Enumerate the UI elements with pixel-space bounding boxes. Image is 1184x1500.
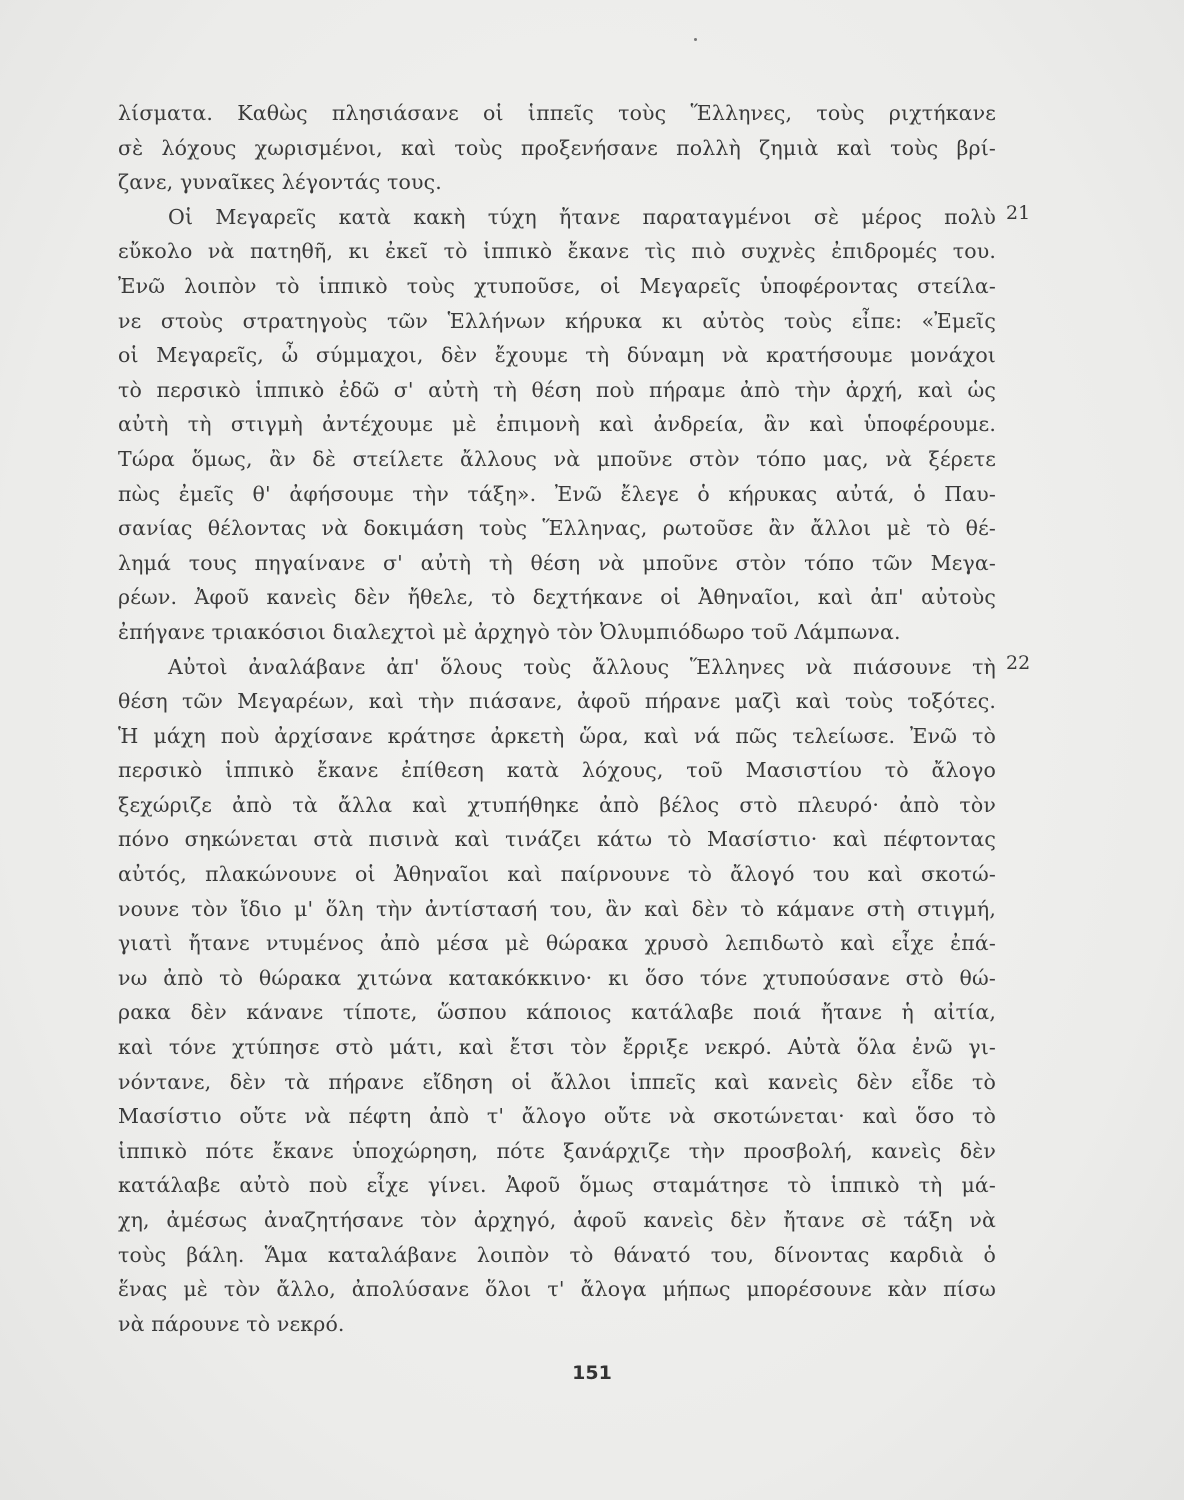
- text-line: ρακα δὲν κάνανε τίποτε, ὥσπου κάποιος κατάλαβε ποιά ἤτανε ἡ αἰτία,: [118, 1000, 996, 1025]
- text-line: εὔκολο νὰ πατηθῆ, κι ἐκεῖ τὸ ἱππικὸ ἔκανε τὶς πιὸ συχνὲς ἐπιδρομές του.: [118, 239, 996, 264]
- text-line: νόντανε, δὲν τὰ πήρανε εἴδηση οἱ ἄλλοι ἱππεῖς καὶ κανεὶς δὲν εἶδε τὸ: [118, 1069, 996, 1094]
- text-line: τὸ περσικὸ ἱππικὸ ἐδῶ σ' αὐτὴ τὴ θέση ποὺ πήραμε ἀπὸ τὴν ἀρχή, καὶ ὡς: [118, 377, 996, 402]
- section-number-21: 21: [1006, 202, 1031, 224]
- text-line: ἱππικὸ πότε ἔκανε ὑποχώρηση, πότε ξανάρχιζε τὴν προσβολή, κανεὶς δὲν: [118, 1138, 996, 1163]
- text-line: γιατὶ ἤτανε ντυμένος ἀπὸ μέσα μὲ θώρακα χρυσὸ λεπιδωτὸ καὶ εἶχε ἐπά-: [118, 931, 996, 956]
- paper-speck: [694, 38, 697, 41]
- text-line: Αὐτοὶ ἀναλάβανε ἀπ' ὅλους τοὺς ἄλλους Ἕλληνες νὰ πιάσουνε τὴ: [168, 654, 996, 679]
- text-line: νὰ πάρουνε τὸ νεκρό.: [118, 1311, 345, 1336]
- text-line: περσικὸ ἱππικὸ ἔκανε ἐπίθεση κατὰ λόχους, τοῦ Μασιστίου τὸ ἄλογο: [118, 758, 996, 783]
- text-line: ἕνας μὲ τὸν ἄλλο, ἀπολύσανε ὅλοι τ' ἄλογα μήπως μπορέσουνε κὰν πίσω: [118, 1277, 996, 1302]
- text-line: αὐτός, πλακώνουνε οἱ Ἀθηναῖοι καὶ παίρνουνε τὸ ἄλογό του καὶ σκοτώ-: [118, 862, 996, 887]
- text-line: κατάλαβε αὐτὸ ποὺ εἶχε γίνει. Ἀφοῦ ὅμως σταμάτησε τὸ ἱππικὸ τὴ μά-: [118, 1173, 996, 1198]
- text-line: λίσματα. Καθὼς πλησιάσανε οἱ ἱππεῖς τοὺς Ἕλληνες, τοὺς ριχτήκανε: [118, 101, 996, 125]
- text-line: πόνο σηκώνεται στὰ πισινὰ καὶ τινάζει κάτω τὸ Μασίστιο· καὶ πέφτοντας: [118, 827, 996, 852]
- text-line: ξεχώριζε ἀπὸ τὰ ἄλλα καὶ χτυπήθηκε ἀπὸ βέλος στὸ πλευρό· ἀπὸ τὸν: [118, 792, 996, 817]
- text-line: λημά τους πηγαίνανε σ' αὐτὴ τὴ θέση νὰ μποῦνε στὸν τόπο τῶν Μεγα-: [118, 550, 996, 575]
- page-number: 151: [572, 1362, 612, 1384]
- body-text: [118, 96, 996, 1341]
- text-line: ἐπήγανε τριακόσιοι διαλεχτοὶ μὲ ἀρχηγὸ τὸν Ὀλυμπιόδωρο τοῦ Λάμπωνα.: [118, 619, 901, 644]
- text-line: οἱ Μεγαρεῖς, ὦ σύμμαχοι, δὲν ἔχουμε τὴ δύναμη νὰ κρατήσουμε μονάχοι: [118, 343, 996, 368]
- text-line: Μασίστιο οὔτε νὰ πέφτη ἀπὸ τ' ἄλογο οὔτε νὰ σκοτώνεται· καὶ ὅσο τὸ: [118, 1104, 996, 1129]
- text-line: πὼς ἐμεῖς θ' ἀφήσουμε τὴν τάξη». Ἐνῶ ἔλεγε ὁ κήρυκας αὐτά, ὁ Παυ-: [118, 481, 996, 506]
- text-line: ζανε, γυναῖκες λέγοντάς τους.: [118, 170, 442, 195]
- text-line: Οἱ Μεγαρεῖς κατὰ κακὴ τύχη ἤτανε παραταγμένοι σὲ μέρος πολὺ: [168, 204, 996, 229]
- text-line: Ἐνῶ λοιπὸν τὸ ἱππικὸ τοὺς χτυποῦσε, οἱ Μεγαρεῖς ὑποφέροντας στείλα-: [118, 273, 996, 298]
- text-line: Τώρα ὅμως, ἂν δὲ στείλετε ἄλλους νὰ μποῦνε στὸν τόπο μας, νὰ ξέρετε: [118, 446, 996, 471]
- text-line: καὶ τόνε χτύπησε στὸ μάτι, καὶ ἔτσι τὸν ἔρριξε νεκρό. Αὐτὰ ὅλα ἐνῶ γι-: [118, 1035, 996, 1060]
- text-line: αὐτὴ τὴ στιγμὴ ἀντέχουμε μὲ ἐπιμονὴ καὶ ἀνδρεία, ἂν καὶ ὑποφέρουμε.: [118, 412, 996, 437]
- text-line: νω ἀπὸ τὸ θώρακα χιτώνα κατακόκκινο· κι ὅσο τόνε χτυπούσανε στὸ θώ-: [118, 965, 996, 990]
- text-line: νε στοὺς στρατηγοὺς τῶν Ἑλλήνων κήρυκα κι αὐτὸς τοὺς εἶπε: «Ἐμεῖς: [118, 308, 996, 333]
- text-line: χη, ἀμέσως ἀναζητήσανε τὸν ἀρχηγό, ἀφοῦ κανεὶς δὲν ἤτανε σὲ τάξη νὰ: [118, 1208, 996, 1232]
- text-line: Ἡ μάχη ποὺ ἀρχίσανε κράτησε ἀρκετὴ ὥρα, καὶ νά πῶς τελείωσε. Ἐνῶ τὸ: [118, 723, 996, 748]
- text-line: θέση τῶν Μεγαρέων, καὶ τὴν πιάσανε, ἀφοῦ πήρανε μαζὶ καὶ τοὺς τοξότες.: [118, 689, 996, 714]
- text-line: σὲ λόχους χωρισμένοι, καὶ τοὺς προξενήσανε πολλὴ ζημιὰ καὶ τοὺς βρί-: [118, 135, 996, 160]
- text-line: νουνε τὸν ἴδιο μ' ὅλη τὴν ἀντίστασή του, ἂν καὶ δὲν τὸ κάμανε στὴ στιγμή,: [118, 896, 996, 921]
- text-line: σανίας θέλοντας νὰ δοκιμάση τοὺς Ἕλληνας, ρωτοῦσε ἂν ἄλλοι μὲ τὸ θέ-: [118, 516, 996, 541]
- section-number-22: 22: [1006, 652, 1031, 674]
- text-line: ρέων. Ἀφοῦ κανεὶς δὲν ἤθελε, τὸ δεχτήκανε οἱ Ἀθηναῖοι, καὶ ἀπ' αὐτοὺς: [118, 585, 996, 610]
- text-line: τοὺς βάλη. Ἅμα καταλάβανε λοιπὸν τὸ θάνατό του, δίνοντας καρδιὰ ὁ: [118, 1242, 996, 1267]
